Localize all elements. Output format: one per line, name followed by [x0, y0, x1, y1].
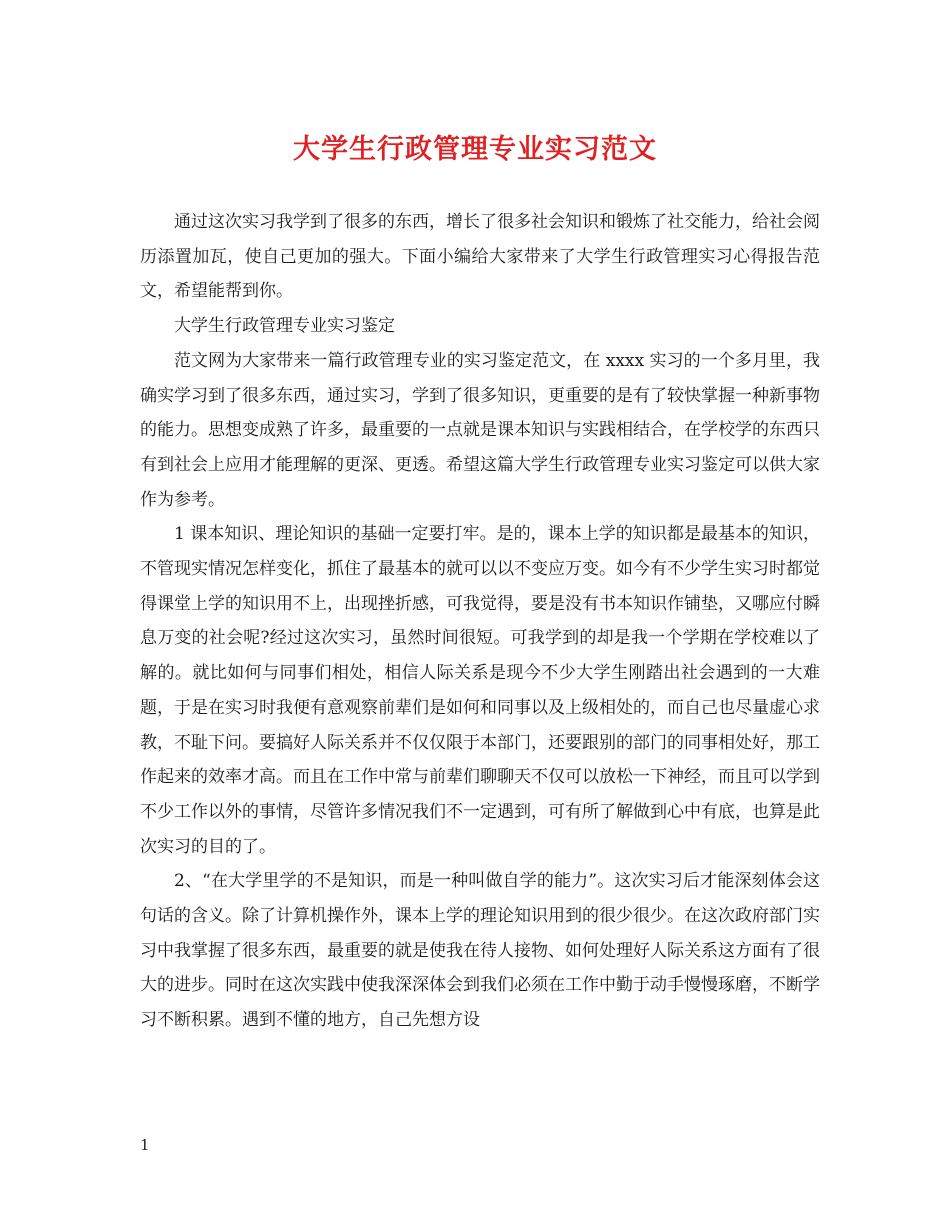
paragraph-subheading: 大学生行政管理专业实习鉴定	[174, 316, 395, 337]
document-title: 大学生行政管理专业实习范文	[293, 134, 657, 165]
paragraph-point-2: 2、“在大学里学的不是知识，而是一种叫做自学的能力”。这次实习后才能深刻体会这句话的含义。除了计算机操作外，课本上学的理论知识用到的很少很少。在这次政府部门实习中我掌握了很多东西，最重要的就是使我在待人接物、如何处理好人际关系这方面有了很大的进步。同时在这次实践中使我深深体会到我们必须在工作中勤于动手慢慢琢磨，不断学习不断积累。遇到不懂的地方，自己先想方设	[140, 871, 820, 1031]
page-number: 1	[140, 1136, 150, 1154]
paragraph-point-1: 1 课本知识、理论知识的基础一定要打牢。是的，课本上学的知识都是最基本的知识，不管现实情况怎样变化，抓住了最基本的就可以以不变应万变。如今有不少学生实习时都觉得课堂上学的知识用不上，出现挫折感，可我觉得，要是没有书本知识作铺垫，又哪应付瞬息万变的社会呢?经过这次实习，虽然时间很短。可我学到的却是我一个学期在学校难以了解的。就比如何与同事们相处，相信人际关系是现今不少大学生刚踏出社会遇到的一大难题，于是在实习时我便有意观察前辈们是如何和同事以及上级相处的，而自己也尽量虚心求教，不耻下问。要搞好人际关系并不仅仅限于本部门，还要跟别的部门的同事相处好，那工作起来的效率才高。而且在工作中常与前辈们聊聊天不仅可以放松一下神经，而且可以学到不少工作以外的事情，尽管许多情况我们不一定遇到，可有所了解做到心中有底，也算是此次实习的目的了。	[140, 524, 820, 857]
paragraph-summary: 范文网为大家带来一篇行政管理专业的实习鉴定范文，在 xxxx 实习的一个多月里，我确实学习到了很多东西，通过实习，学到了很多知识，更重要的是有了较快掌握一种新事物的能力。思想变成熟了许多，最重要的一点就是课本知识与实践相结合，在学校学的东西只有到社会上应用才能理解的更深、更透。希望这篇大学生行政管理专业实习鉴定可以供大家作为参考。	[140, 350, 820, 510]
paragraph-intro: 通过这次实习我学到了很多的东西，增长了很多社会知识和锻炼了社交能力，给社会阅历添置加瓦，使自己更加的强大。下面小编给大家带来了大学生行政管理实习心得报告范文，希望能帮到你。	[140, 212, 820, 302]
document-body	[140, 205, 820, 1038]
